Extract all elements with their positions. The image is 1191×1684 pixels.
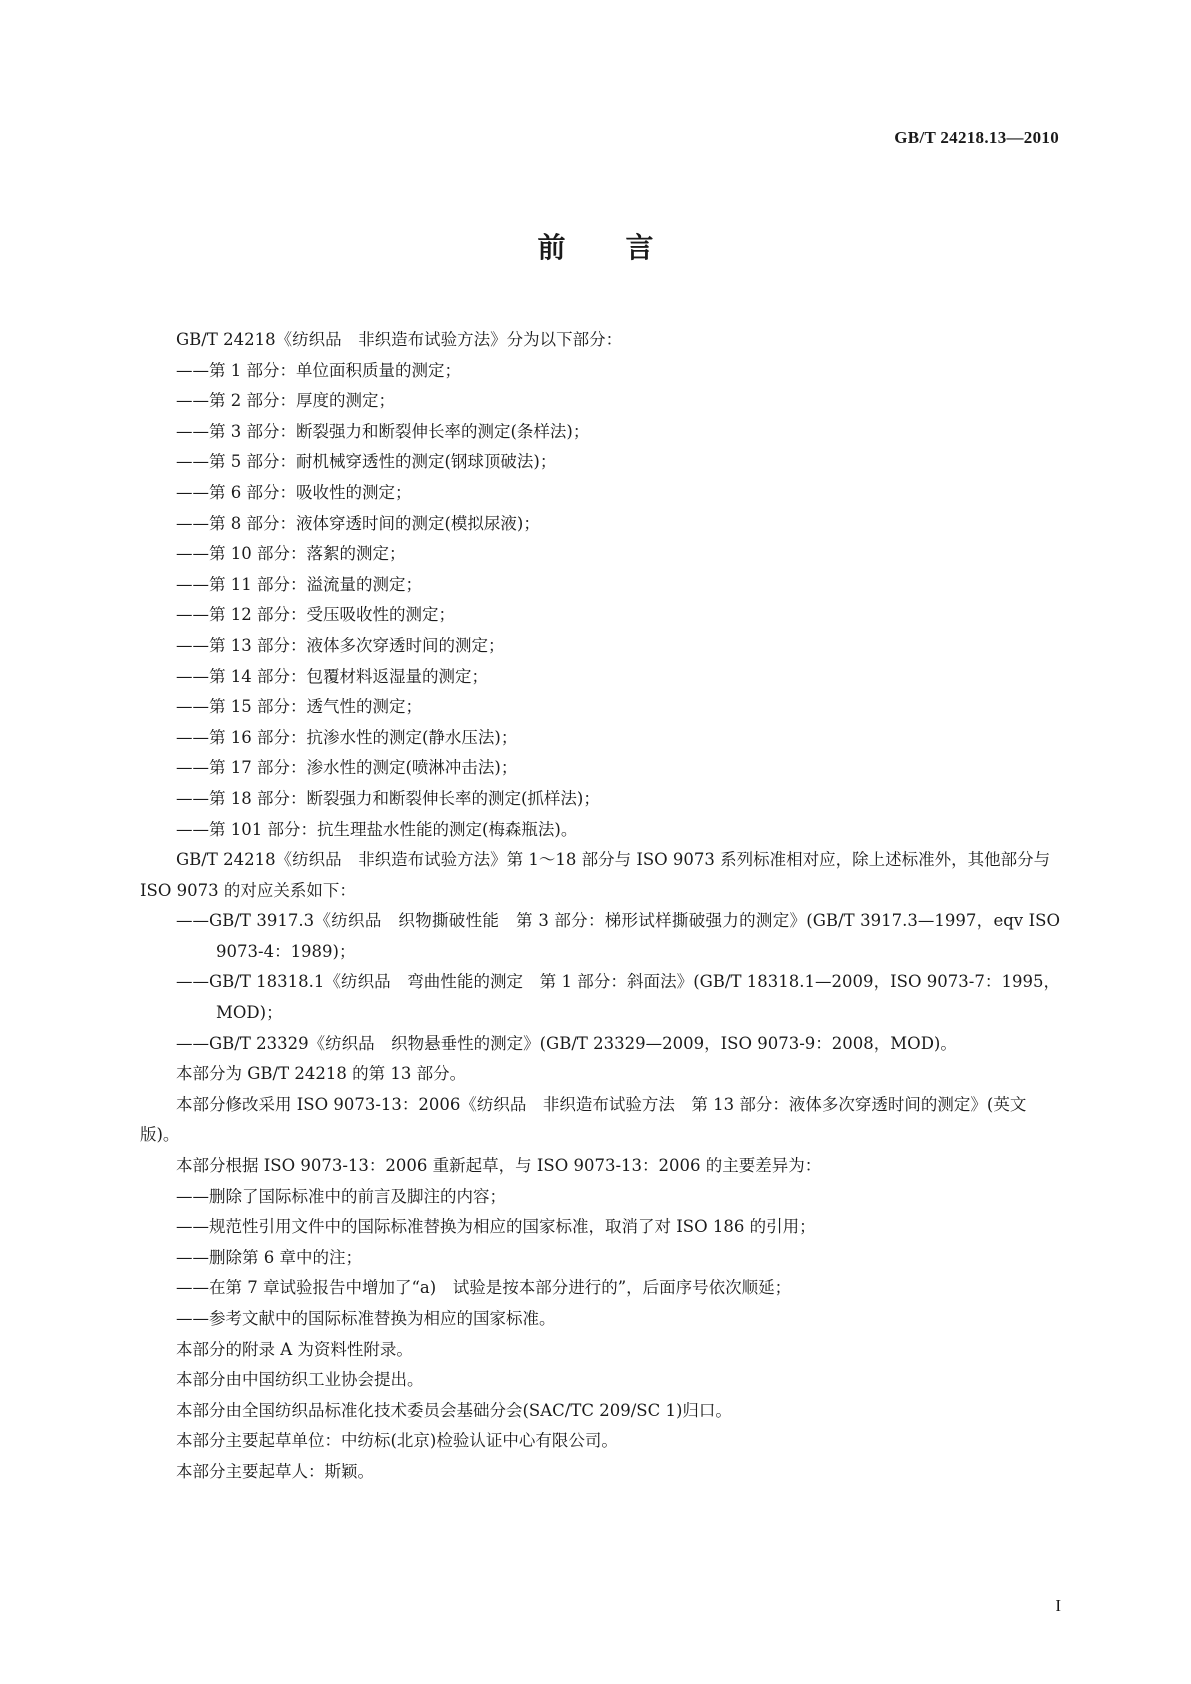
page-title: 前言 bbox=[537, 231, 714, 264]
list-item: ——第 17 部分：渗水性的测定(喷淋冲击法)； bbox=[176, 758, 518, 778]
adoption-statement: 本部分修改采用 ISO 9073-13：2006《纺织品 非织造布试验方法 第 13 部分：液体多次穿透时间的测定》(英文版)。 bbox=[140, 1094, 1027, 1145]
annex-statement: 本部分的附录 A 为资料性附录。 bbox=[176, 1339, 413, 1359]
list-item: ——第 16 部分：抗渗水性的测定(静水压法)； bbox=[176, 727, 518, 747]
correspondence-intro: GB/T 24218《纺织品 非织造布试验方法》第 1～18 部分与 ISO 9073 系列标准相对应，除上述标准外，其他部分与 ISO 9073 的对应关系如下： bbox=[140, 850, 1051, 900]
list-item: ——删除第 6 章中的注； bbox=[176, 1247, 362, 1267]
list-item: ——第 11 部分：溢流量的测定； bbox=[176, 574, 422, 594]
drafting-unit: 本部分主要起草单位：中纺标(北京)检验认证中心有限公司。 bbox=[176, 1431, 618, 1451]
list-item: ——第 8 部分：液体穿透时间的测定(模拟尿液)； bbox=[176, 513, 540, 533]
list-item: ——第 13 部分：液体多次穿透时间的测定； bbox=[176, 635, 505, 655]
drafters: 本部分主要起草人：斯颖。 bbox=[176, 1461, 374, 1481]
page-number: I bbox=[1055, 1596, 1061, 1615]
standard-number: GB/T 24218.13—2010 bbox=[894, 128, 1059, 147]
managed-by: 本部分由全国纺织品标准化技术委员会基础分会(SAC/TC 209/SC 1)归口。 bbox=[176, 1400, 732, 1420]
list-item: ——规范性引用文件中的国际标准替换为相应的国家标准，取消了对 ISO 186 的引用； bbox=[176, 1217, 816, 1237]
parts-list bbox=[140, 356, 1060, 846]
list-item: ——第 12 部分：受压吸收性的测定； bbox=[176, 605, 455, 625]
list-item: ——在第 7 章试验报告中增加了“a) 试验是按本部分进行的”，后面序号依次顺延； bbox=[176, 1278, 792, 1298]
list-item: ——第 10 部分：落絮的测定； bbox=[176, 544, 406, 564]
list-item: ——第 6 部分：吸收性的测定； bbox=[176, 482, 412, 502]
list-item: ——第 5 部分：耐机械穿透性的测定(钢球顶破法)； bbox=[176, 452, 557, 472]
parts-intro: GB/T 24218《纺织品 非织造布试验方法》分为以下部分： bbox=[176, 330, 623, 349]
differences-list bbox=[140, 1182, 1060, 1335]
part-statement: 本部分为 GB/T 24218 的第 13 部分。 bbox=[176, 1064, 467, 1084]
list-item: ——GB/T 23329《纺织品 织物悬垂性的测定》(GB/T 23329—2009，ISO 9073-9：2008，MOD)。 bbox=[176, 1033, 957, 1053]
list-item: ——第 14 部分：包覆材料返湿量的测定； bbox=[176, 666, 488, 686]
list-item: ——参考文献中的国际标准替换为相应的国家标准。 bbox=[176, 1309, 556, 1328]
list-item: ——第 1 部分：单位面积质量的测定； bbox=[176, 360, 461, 380]
list-item: ——第 15 部分：透气性的测定； bbox=[176, 697, 422, 717]
list-item: ——第 101 部分：抗生理盐水性能的测定(梅森瓶法)。 bbox=[176, 819, 578, 839]
list-item: ——第 2 部分：厚度的测定； bbox=[176, 391, 395, 411]
list-item: ——第 3 部分：断裂强力和断裂伸长率的测定(条样法)； bbox=[176, 421, 590, 441]
list-item: ——删除了国际标准中的前言及脚注的内容； bbox=[176, 1186, 506, 1206]
foreword-body bbox=[140, 325, 1060, 1488]
correspondence-list bbox=[140, 906, 1060, 1059]
differences-intro: 本部分根据 ISO 9073-13：2006 重新起草，与 ISO 9073-13：2006 的主要差异为： bbox=[176, 1156, 822, 1176]
proposed-by: 本部分由中国纺织工业协会提出。 bbox=[176, 1370, 424, 1390]
list-item: ——第 18 部分：断裂强力和断裂伸长率的测定(抓样法)； bbox=[176, 788, 600, 808]
list-item: ——GB/T 18318.1《纺织品 弯曲性能的测定 第 1 部分：斜面法》(GB/T 18318.1—2009，ISO 9073-7：1995，MOD)； bbox=[176, 972, 1060, 1023]
list-item: ——GB/T 3917.3《纺织品 织物撕破性能 第 3 部分：梯形试样撕破强力的测定》(GB/T 3917.3—1997，eqv ISO 9073-4：1989)； bbox=[176, 911, 1060, 961]
